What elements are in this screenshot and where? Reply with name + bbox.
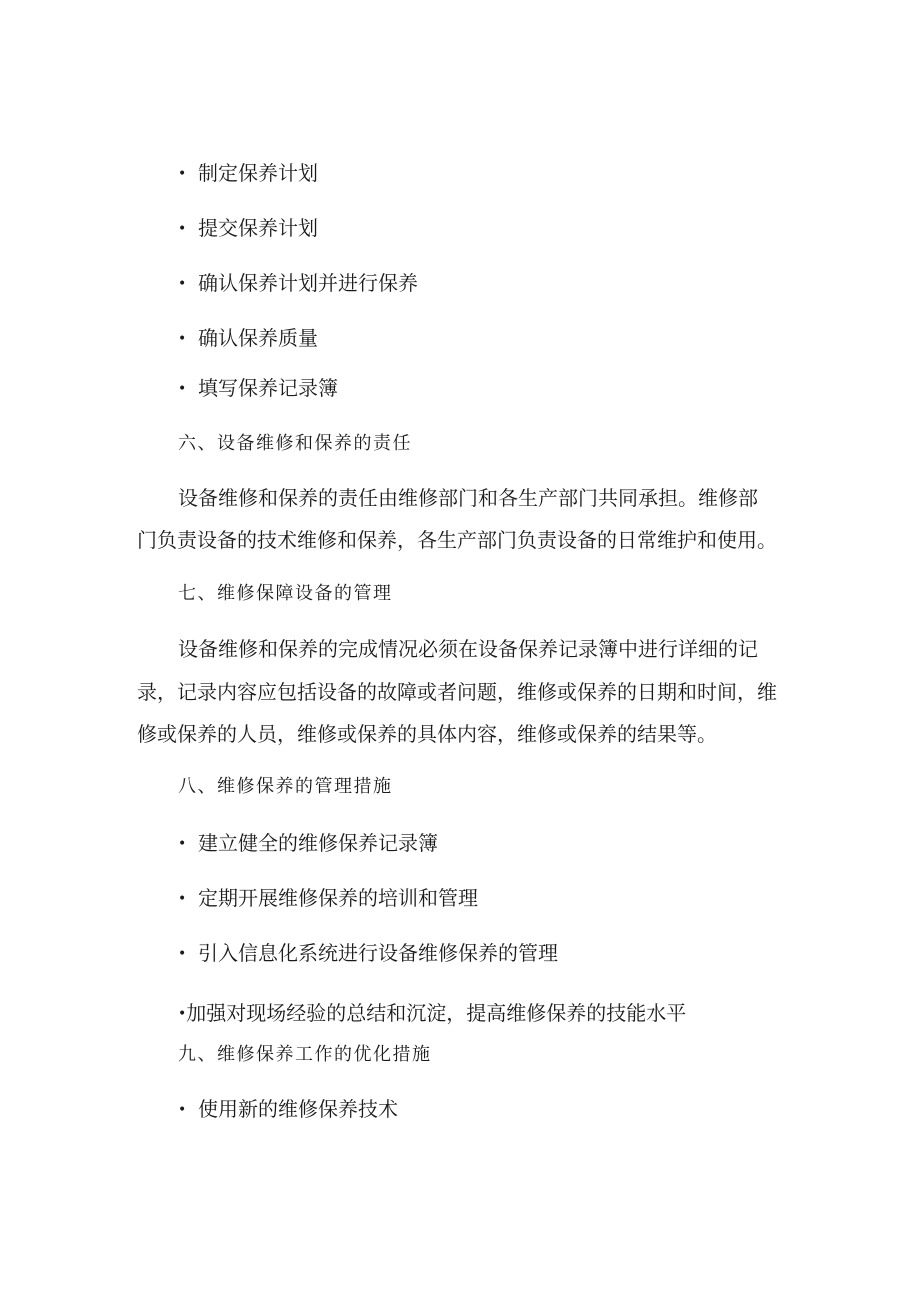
bullet-icon: •: [178, 166, 187, 182]
list-item: [178, 163, 318, 183]
list-item-text: 填写保养记录簿: [198, 376, 338, 400]
bullet-icon: •: [178, 1102, 187, 1118]
paragraph-line: 录，记录内容应包括设备的故障或者问题，维修或保养的日期和时间，维: [137, 680, 777, 704]
bullet-icon: •: [178, 276, 187, 292]
bullet-icon: •: [178, 381, 187, 397]
bullet-icon: •: [178, 946, 187, 962]
list-item: [178, 1003, 686, 1023]
list-item: [178, 328, 318, 348]
list-item-text: 确认保养计划并进行保养: [198, 271, 418, 295]
list-item-text: 制定保养计划: [198, 161, 318, 185]
bullet-icon: •: [178, 221, 187, 237]
paragraph-line: 门负责设备的技术维修和保养，各生产部门负责设备的日常维护和使用。: [137, 528, 777, 552]
bullet-icon: •: [178, 836, 187, 852]
paragraph-line: 设备维修和保养的完成情况必须在设备保养记录簿中进行详细的记: [178, 637, 758, 661]
paragraph-line: 修或保养的人员，维修或保养的具体内容，维修或保养的结果等。: [137, 722, 717, 746]
bullet-icon: •: [178, 891, 187, 907]
section-heading-8: 八、维修保养的管理措施: [178, 776, 393, 797]
list-item: [178, 1099, 398, 1119]
list-item-text: 定期开展维修保养的培训和管理: [198, 886, 478, 910]
list-item-text: 确认保养质量: [198, 326, 318, 350]
list-item-text: 提交保养计划: [198, 216, 318, 240]
bullet-icon: •: [178, 1006, 187, 1022]
list-item-text: 使用新的维修保养技术: [198, 1097, 398, 1121]
list-item: [178, 273, 418, 293]
section-heading-7: 七、维修保障设备的管理: [178, 583, 393, 604]
list-item: [178, 378, 338, 398]
list-item-text: 引入信息化系统进行设备维修保养的管理: [198, 941, 558, 965]
bullet-icon: •: [178, 331, 187, 347]
section-heading-9: 九、维修保养工作的优化措施: [178, 1044, 432, 1065]
list-item: [178, 943, 558, 963]
section-heading-6: 六、设备维修和保养的责任: [178, 433, 412, 454]
list-item-text: 加强对现场经验的总结和沉淀，提高维修保养的技能水平: [186, 1001, 687, 1025]
list-item: [178, 888, 478, 908]
paragraph-line: 设备维修和保养的责任由维修部门和各生产部门共同承担。维修部: [178, 486, 758, 510]
list-item-text: 建立健全的维修保养记录簿: [198, 831, 438, 855]
list-item: [178, 833, 438, 853]
list-item: [178, 218, 318, 238]
